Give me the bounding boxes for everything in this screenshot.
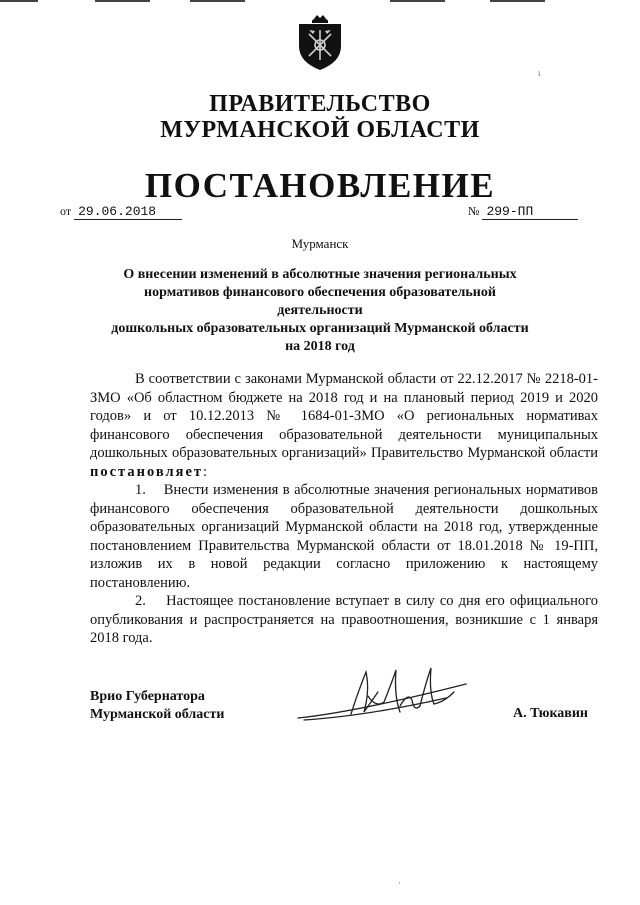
document-body [90,370,598,648]
subject-line: дошкольных образовательных организаций Мурманской области [111,321,529,336]
document-type-title: ПОСТАНОВЛЕНИЕ [144,166,496,205]
number-value: 299-ПП [482,204,578,220]
signatory-name: А. Тюкавин [513,706,588,721]
date-prefix: от [60,204,72,218]
government-name-line1: ПРАВИТЕЛЬСТВО [209,91,431,117]
clause-1: 1. Внести изменения в абсолютные значения региональных нормативов финансового обеспечения образовательной деятельности дошкольных образовательных организаций Мурманской области на 2018 год, утвержденные постановлением Правительства Мурманской области от 18.01.2018 № 19-ПП, изложив их в новой редакции согласно приложению к настоящему постановлению. [90,482,598,591]
scan-speck: ι [538,68,541,78]
number-prefix: № [468,204,480,218]
position-line: Врио Губернатора [90,689,205,704]
position-line: Мурманской области [90,707,225,722]
subject-line: нормативов финансового обеспечения образовательной деятельности [144,285,496,318]
document-subject [100,266,540,356]
scan-speck: · [398,878,401,888]
city-name: Мурманск [291,236,349,251]
number-field [468,204,578,220]
subject-line: О внесении изменений в абсолютные значения региональных [123,267,517,282]
preamble-paragraph [90,370,598,481]
decree-colon: : [203,463,208,480]
date-field [60,204,182,220]
handwritten-signature-icon [296,662,471,734]
government-name-line2: МУРМАНСКОЙ ОБЛАСТИ [160,117,480,143]
decree-word: постановляет [90,463,204,480]
subject-line: на 2018 год [285,339,355,354]
coat-of-arms-icon [295,12,345,72]
signatory-position [90,688,224,724]
date-value: 29.06.2018 [74,204,182,220]
clause-2: 2. Настоящее постановление вступает в силу со дня его официального опубликования и распространяется на правоотношения, возникшие с 1 января 2018 года. [90,593,598,646]
preamble-text: В соответствии с законами Мурманской области от 22.12.2017 № 2218-01-ЗМО «Об областном бюджете на 2018 год и на плановый период 2019 и 2020 годов» и от 10.12.2013 № 1684-01-ЗМО «О региональных нормативах финансового обеспечения образовательной деятельности муниципальных дошкольных образовательных организаций» Правительство Мурманской области [90,371,598,461]
